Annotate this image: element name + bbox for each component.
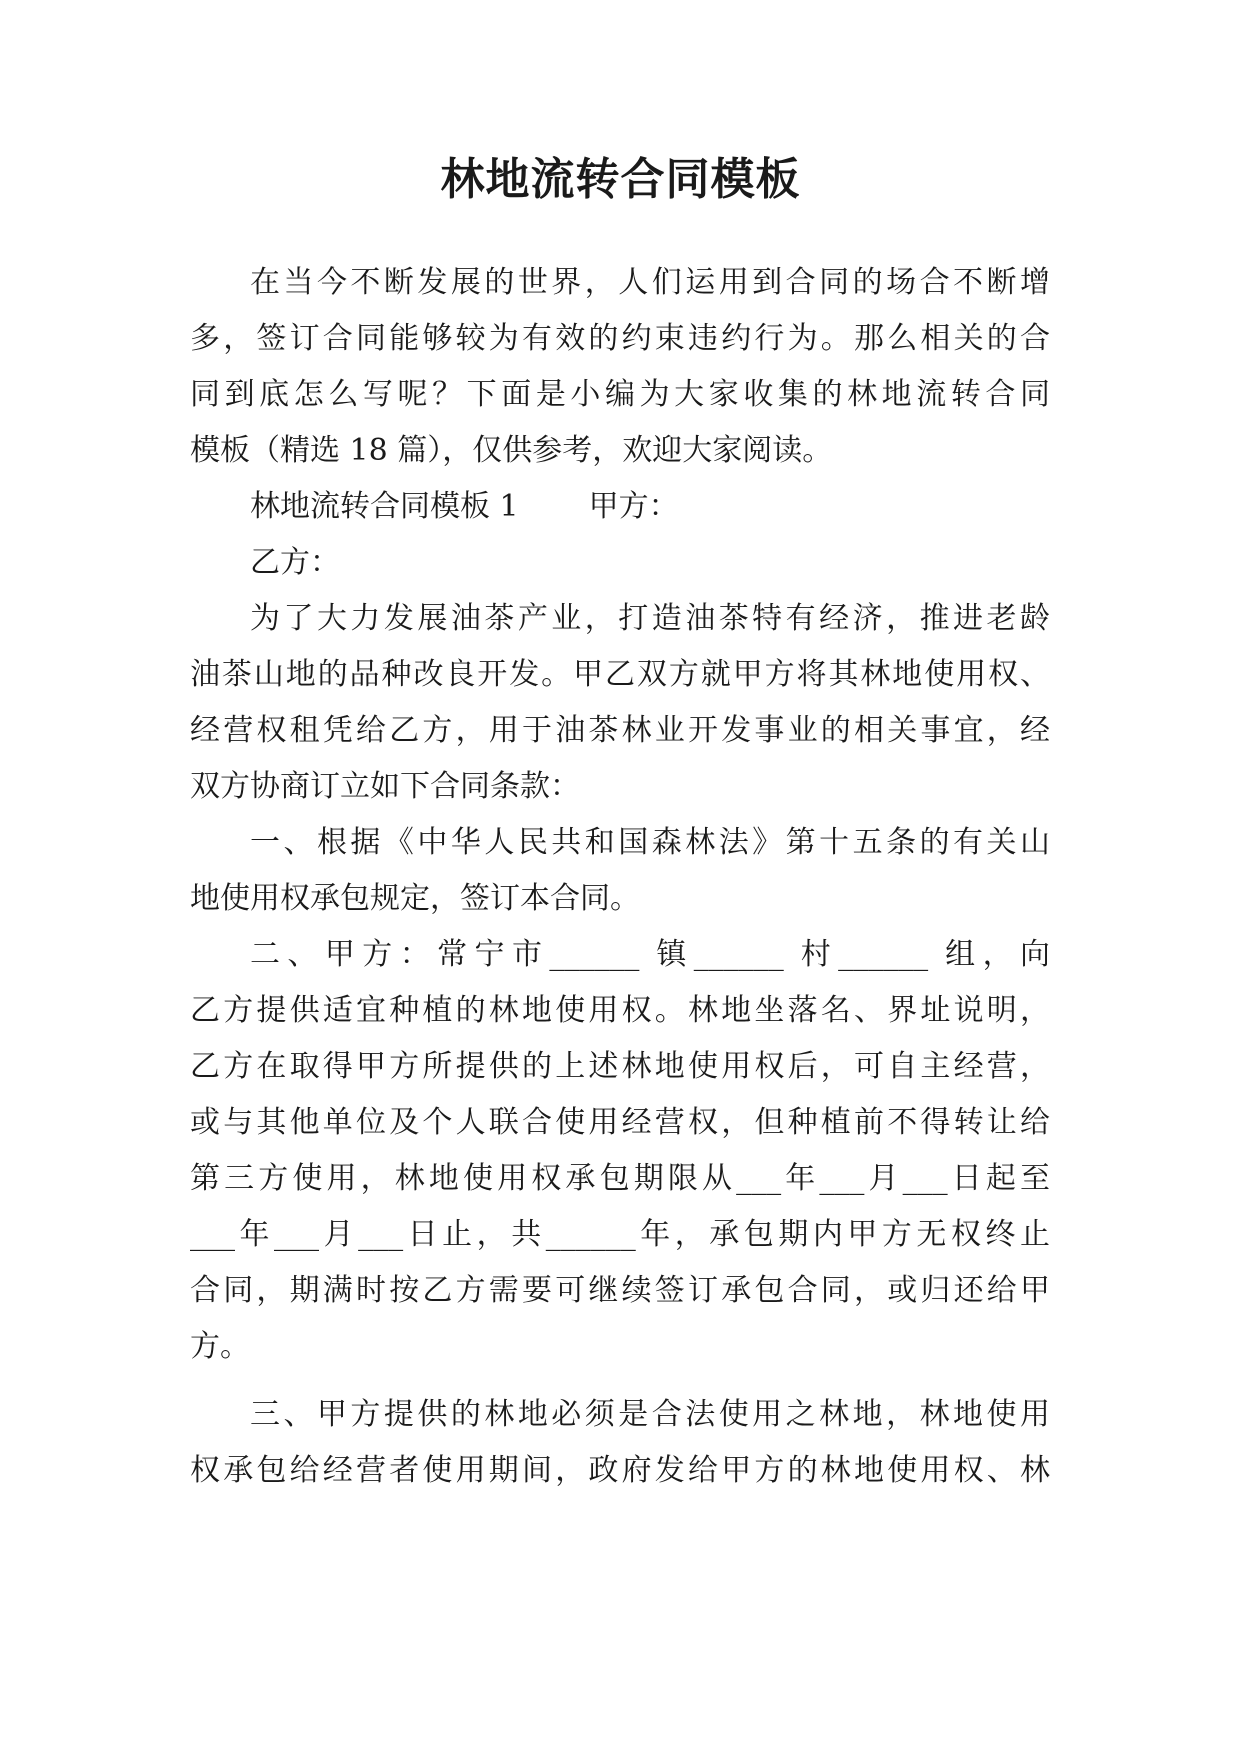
clause-line: 乙方在取得甲方所提供的上述林地使用权后，可自主经营， — [190, 1049, 1050, 1084]
paragraph-line: 模板（精选 18 篇），仅供参考，欢迎大家阅读。 — [190, 433, 833, 468]
clause-line: 或与其他单位及个人联合使用经营权，但种植前不得转让给 — [190, 1105, 1050, 1140]
document-title: 林地流转合同模板 — [440, 154, 801, 205]
clause-line: 方。 — [190, 1329, 250, 1364]
party-b-label: 乙方： — [250, 545, 340, 580]
clause-line: 地使用权承包规定，签订本合同。 — [190, 881, 640, 916]
paragraph-line: 为了大力发展油茶产业，打造油茶特有经济，推进老龄 — [250, 601, 1050, 636]
clause-line: 乙方提供适宜种植的林地使用权。林地坐落名、界址说明， — [190, 993, 1050, 1028]
paragraph-line: 多，签订合同能够较为有效的约束违约行为。那么相关的合 — [190, 321, 1050, 356]
clause-line: 合同，期满时按乙方需要可继续签订承包合同，或归还给甲 — [190, 1273, 1050, 1308]
paragraph-line: 经营权租凭给乙方，用于油茶林业开发事业的相关事宜，经 — [190, 713, 1050, 748]
party-a-label: 甲方： — [588, 489, 679, 524]
section-heading-line — [250, 478, 1050, 536]
clause-line: 第三方使用，林地使用权承包期限从___年___月___日起至 — [190, 1161, 1050, 1196]
paragraph-line: 油茶山地的品种改良开发。甲乙双方就甲方将其林地使用权、 — [190, 657, 1050, 692]
paragraph-line: 同到底怎么写呢？下面是小编为大家收集的林地流转合同 — [190, 377, 1050, 412]
clause-line: 三、甲方提供的林地必须是合法使用之林地，林地使用 — [250, 1397, 1050, 1432]
clause-line: 二、甲方：常宁市______ 镇______ 村______ 组，向 — [250, 937, 1050, 972]
paragraph-line: 双方协商订立如下合同条款： — [190, 769, 580, 804]
paragraph-line: 在当今不断发展的世界，人们运用到合同的场合不断增 — [250, 265, 1050, 300]
clause-line: 一、根据《中华人民共和国森林法》第十五条的有关山 — [250, 825, 1050, 860]
section-heading: 林地流转合同模板 1 — [250, 489, 519, 524]
clause-line: ___年___月___日止，共______年，承包期内甲方无权终止 — [190, 1217, 1050, 1252]
clause-line: 权承包给经营者使用期间，政府发给甲方的林地使用权、林 — [190, 1453, 1050, 1488]
